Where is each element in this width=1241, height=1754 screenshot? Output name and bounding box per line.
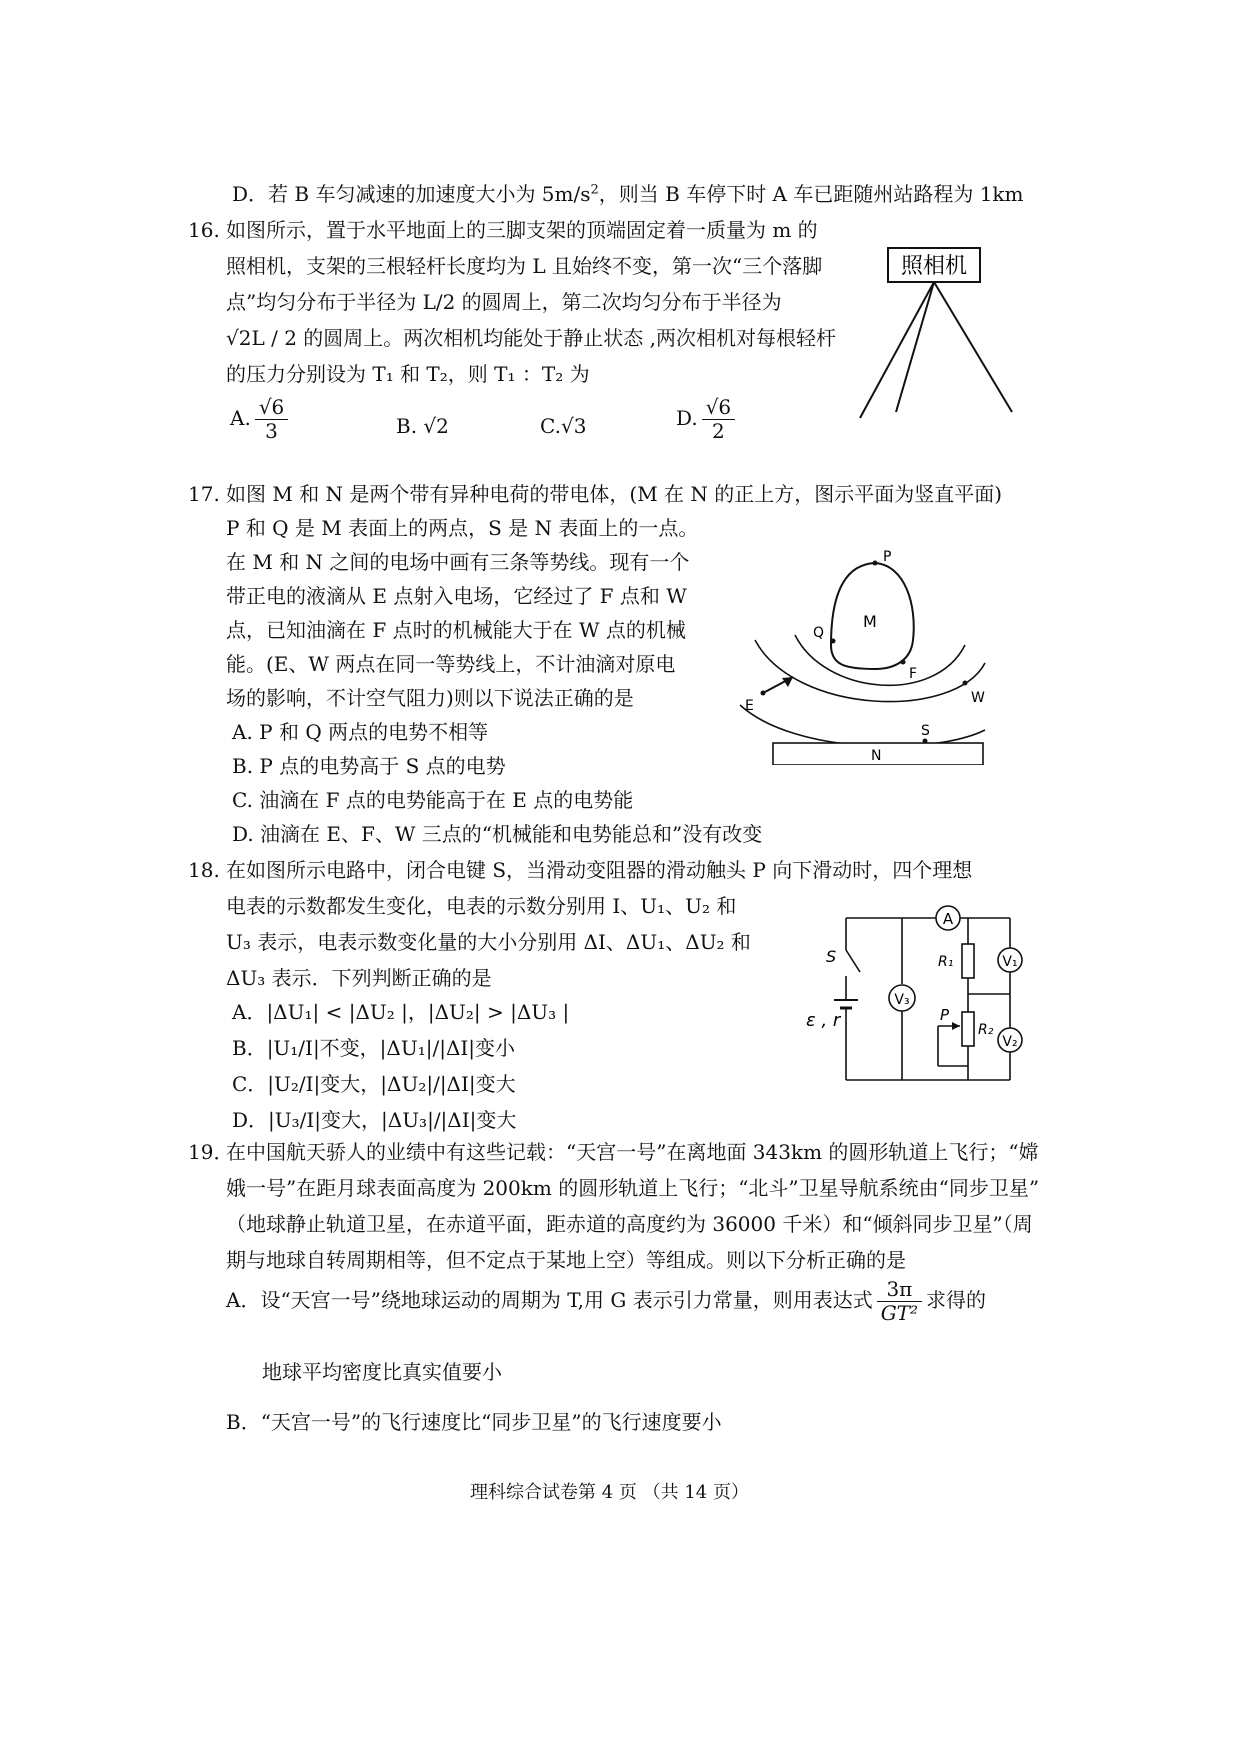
label-v1: V₁ [1002,954,1018,970]
label-f: F [909,666,918,682]
q15-option-d-tail: ，则当 B 车停下时 A 车已距随州站路程为 1km [598,182,1024,206]
label-n: N [871,748,882,764]
q16-option-a [230,396,292,443]
q17-option-a: A. P 和 Q 两点的电势不相等 [232,720,489,744]
q18-line: U₃ 表示，电表示数变化量的大小分别用 ΔI、ΔU₁、ΔU₂ 和 [226,930,751,954]
q17-line: 如图 M 和 N 是两个带有异种电荷的带电体，(M 在 N 的正上方，图示平面为竖直平面) [226,482,1003,506]
equipotential-line [755,640,985,702]
option-a-text: A．设“天宫一号”绕地球运动的周期为 T,用 G 表示引力常量，则用表达式 [226,1288,873,1312]
q18-number: 18. [188,858,220,882]
option-label: B. [396,414,418,438]
resistor-r1 [962,944,974,978]
label-q: Q [813,625,825,641]
q19-number: 19． [188,1140,234,1164]
slider-arrow [952,1022,960,1030]
q17-line: P 和 Q 是 M 表面上的两点，S 是 N 表面上的一点。 [226,516,699,540]
q18-option-c: C．|U₂/I|变大，|ΔU₂|/|ΔI|变大 [232,1072,516,1096]
q18-line: ΔU₃ 表示．下列判断正确的是 [226,966,492,990]
frac-den: GT² [880,1301,919,1325]
option-label: C. [540,414,561,438]
q17-number: 17. [188,482,220,506]
q17-line: 能。(E、W 两点在同一等势线上，不计油滴对原电 [226,652,676,676]
label-e: E [745,698,754,714]
label-s: S [921,723,930,739]
q19-line: （地球静止轨道卫星，在赤道平面，距赤道的高度约为 36000 千米）和“倾斜同步卫星”（周 [226,1212,1033,1236]
q17-line: 在 M 和 N 之间的电场中画有三条等势线。现有一个 [226,550,690,574]
tripod-leg [934,282,1012,412]
equipotential-line [795,635,965,685]
label-p: P [883,549,892,565]
q19-line: 娥一号”在距月球表面高度为 200km 的圆形轨道上飞行；“北斗”卫星导航系统由“同步卫星” [226,1176,1040,1200]
field-figure [735,545,995,765]
q17-line: 点，已知油滴在 F 点时的机械能大于在 W 点的机械 [226,618,686,642]
frac-den: 2 [712,419,725,443]
circuit-figure [790,900,1050,1100]
option-a-tail: 求得的 [926,1288,987,1312]
point-p [873,561,878,566]
q16-line: 的压力分别设为 T₁ 和 T₂，则 T₁ ：T₂ 为 [226,362,590,386]
point-q [831,639,836,644]
q17-line: 场的影响，不计空气阻力)则以下说法正确的是 [226,686,634,710]
option-value: √2 [423,414,449,438]
q16-line: √2L / 2 的圆周上。两次相机均能处于静止状态 ,两次相机对每根轻杆 [226,326,836,350]
q18-line: 电表的示数都发生变化，电表的示数分别用 I、U₁、U₂ 和 [226,894,737,918]
label-v3: V₃ [894,992,910,1008]
q16-option-b [396,414,449,438]
frac-den: 3 [265,419,278,443]
q15-option-d [232,182,1024,206]
tripod-figure [850,240,1030,420]
label-r2: R₂ [978,1022,994,1038]
q17-option-d: D. 油滴在 E、F、W 三点的“机械能和电势能总和”没有改变 [232,822,763,846]
resistor-r2 [962,1012,974,1046]
q18-option-b: B．|U₁/I|不变，|ΔU₁|/|ΔI|变小 [232,1036,516,1060]
label-p: P [940,1006,950,1024]
label-a: A [942,910,954,928]
frac-num: √6 [255,396,288,420]
q16-option-d [676,396,739,443]
option-value: √3 [560,414,587,438]
point-w [963,681,968,686]
point-f [901,660,906,665]
label-r1: R₁ [938,954,954,970]
q16-line: 照相机，支架的三根轻杆长度均为 L 且始终不变，第一次“三个落脚 [226,254,823,278]
label-emf: ε , r [806,1010,841,1031]
tripod-leg [896,282,934,412]
frac-num: √6 [702,396,735,420]
q19-option-b: B．“天宫一号”的飞行速度比“同步卫星”的飞行速度要小 [226,1410,722,1434]
q17-line: 带正电的液滴从 E 点射入电场，它经过了 F 点和 W [226,584,687,608]
q16-option-c [540,414,586,438]
q19-line: 期与地球自转周期相等，但不定点于某地上空）等组成。则以下分析正确的是 [226,1248,906,1272]
switch-s [846,950,860,972]
label-s: S [826,947,837,966]
tripod-leg [860,282,934,418]
q15-option-d-text: D．若 B 车匀减速的加速度大小为 5m/s [232,182,591,206]
q16-line: 点”均匀分布于半径为 L/2 的圆周上，第二次均匀分布于半径为 [226,290,782,314]
equipotential-line [740,705,985,746]
q18-option-d: D．|U₃/I|变大，|ΔU₃|/|ΔI|变大 [232,1108,517,1132]
q17-option-b: B. P 点的电势高于 S 点的电势 [232,754,506,778]
frac-num: 3π [877,1278,922,1302]
q18-line: 在如图所示电路中，闭合电键 S，当滑动变阻器的滑动触头 P 向下滑动时，四个理想 [226,858,973,882]
q16-line: 如图所示，置于水平地面上的三脚支架的顶端固定着一质量为 m 的 [226,218,818,242]
option-label: A. [230,406,251,430]
label-m: M [863,612,877,631]
q19-option-a [226,1278,986,1325]
q19-line: 在中国航天骄人的业绩中有这些记载：“天宫一号”在离地面 343km 的圆形轨道上飞行；“嫦 [226,1140,1039,1164]
q16-number: 16. [188,218,220,242]
camera-label: 照相机 [900,254,968,279]
label-v2: V₂ [1002,1034,1018,1050]
q18-option-a: A．|ΔU₁| < |ΔU₂ |，|ΔU₂| > |ΔU₃ | [232,1000,570,1024]
option-label: D. [676,406,698,430]
page-footer: 理科综合试卷第 4 页 （共 14 页） [470,1482,749,1503]
q15-sup: 2 [590,182,599,198]
q19-option-a-line2: 地球平均密度比真实值要小 [262,1360,502,1384]
label-w: W [971,690,985,706]
q17-option-c: C. 油滴在 F 点的电势能高于在 E 点的电势能 [232,788,634,812]
